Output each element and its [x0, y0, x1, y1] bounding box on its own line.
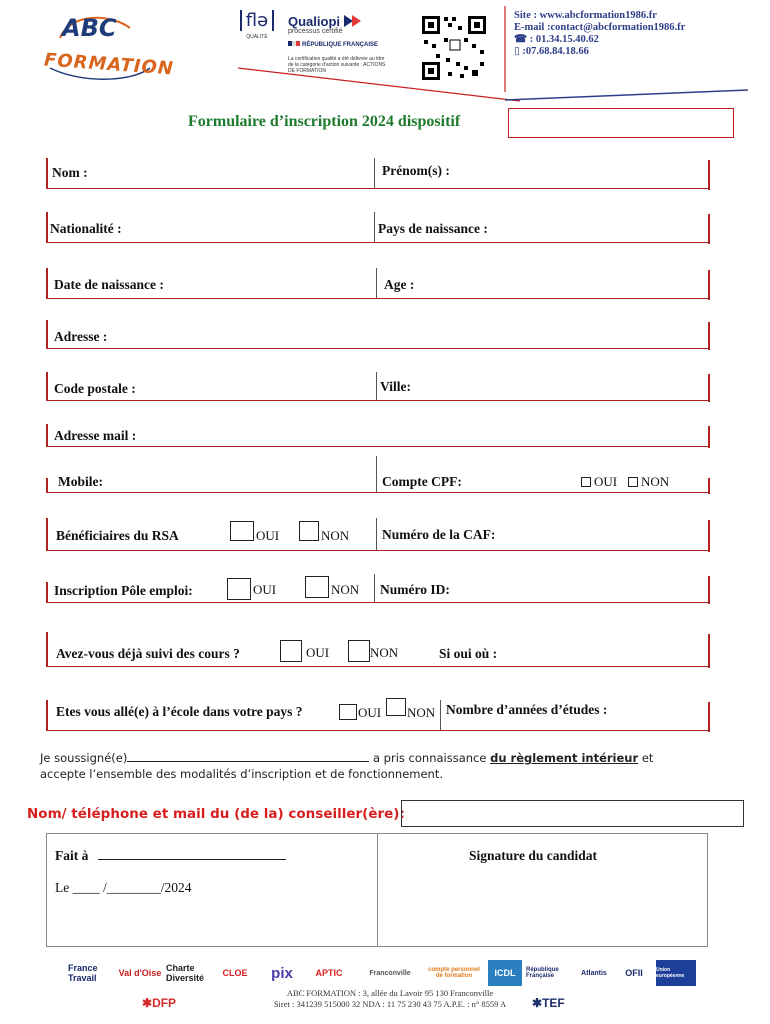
- declaration-line2: accepte l’ensemble des modalités d’inscription et de fonctionnement.: [40, 767, 443, 781]
- label-mobile: Mobile:: [58, 474, 103, 489]
- footer-logos: [60, 960, 720, 990]
- cpf-non-checkbox[interactable]: [628, 477, 638, 487]
- footer-logo-cloe: CLOE: [222, 968, 248, 978]
- footer-logo-ofii: OFII: [625, 968, 643, 978]
- row-pole-emploi: [46, 574, 708, 603]
- fait-a-label: Fait à: [55, 848, 286, 864]
- conseiller-label: Nom/ téléphone et mail du (de la) conseiller(ère):: [27, 806, 405, 822]
- asterisk-icon: ✱: [142, 996, 153, 1010]
- declaration-part2: a pris connaissance: [372, 751, 487, 765]
- ecole-oui-label: OUI: [358, 705, 382, 720]
- cours-oui-label: OUI: [306, 645, 330, 660]
- declaration-part1: Je soussigné(e): [40, 751, 128, 765]
- footer-legal: Siret : 341239 515000 32 NDA : 11 75 230 43 75 A.P.E. : n° 8559 A: [273, 999, 507, 1009]
- qualiopi-tagline: processus certifié: [288, 28, 343, 35]
- ecole-oui-checkbox[interactable]: [339, 704, 357, 720]
- cours-oui-checkbox[interactable]: [280, 640, 302, 662]
- footer-logo-france-travail: France Travail: [68, 963, 98, 983]
- declaration-name-line[interactable]: [127, 750, 369, 762]
- row-ecole: [46, 700, 708, 731]
- footer-logo-cpf: compte personnel de formation: [428, 967, 480, 979]
- rsa-oui-label: OUI: [256, 528, 280, 543]
- row-date-age: [46, 268, 708, 299]
- pole-non-label: NON: [331, 582, 360, 597]
- label-cours: Avez-vous déjà suivi des cours ?: [56, 646, 240, 661]
- footer-logo-pix: pix: [271, 964, 293, 982]
- label-compte-cpf: Compte CPF:: [382, 474, 462, 489]
- cpf-non-label: NON: [641, 474, 670, 489]
- cours-non-label: NON: [370, 645, 399, 660]
- footer-address: ABC FORMATION : 3, allée du Lavoir 95 130 Franconville: [286, 988, 494, 998]
- label-code-postal: Code postale :: [54, 381, 136, 396]
- qualiopi-name: Qualiopi: [288, 14, 388, 29]
- row-cp-ville: [46, 372, 708, 401]
- row-nationalite-pays: [46, 212, 708, 243]
- declaration-part3: du règlement intérieur: [490, 751, 639, 765]
- label-annees-etudes: Nombre d’années d’études :: [446, 702, 608, 717]
- contact-email[interactable]: E-mail :contact@abcformation1986.fr: [514, 22, 686, 33]
- fle-mark: flə: [240, 10, 274, 31]
- ecole-non-checkbox[interactable]: [386, 698, 406, 716]
- cpf-oui-checkbox[interactable]: [581, 477, 591, 487]
- label-prenom: Prénom(s) :: [382, 163, 450, 178]
- label-ecole: Etes vous allé(e) à l’école dans votre pays ?: [56, 704, 303, 719]
- footer-logo-charte: Charte Diversité: [166, 963, 205, 983]
- label-numero-id: Numéro ID:: [380, 582, 450, 597]
- qualiopi-certification: La certification qualité a été délivrée au titre de la catégorie d'action suivante : ACTIONS DE FORMATION: [288, 56, 386, 74]
- dispositif-input[interactable]: [508, 108, 734, 138]
- logo-line1: ABC: [62, 14, 117, 42]
- date-line[interactable]: Le ____ /________/2024: [55, 880, 192, 895]
- conseiller-input[interactable]: [401, 800, 744, 827]
- pole-non-checkbox[interactable]: [305, 576, 329, 598]
- signature-candidat-label: Signature du candidat: [469, 848, 598, 863]
- footer-dfp: ✱DFP: [142, 996, 177, 1010]
- label-ville: Ville:: [380, 379, 411, 394]
- footer-logo-franconville: Franconville: [369, 969, 411, 977]
- contact-block: [514, 10, 764, 94]
- pole-oui-checkbox[interactable]: [227, 578, 251, 600]
- label-rsa: Bénéficiaires du RSA: [56, 528, 179, 543]
- row-cours: [46, 632, 708, 667]
- row-mobile-cpf: [46, 456, 708, 493]
- qualiopi-republic: RÉPUBLIQUE FRANÇAISE: [288, 41, 388, 48]
- form-title: Formulaire d’inscription 2024 dispositif: [188, 113, 461, 130]
- rsa-non-label: NON: [321, 528, 350, 543]
- footer-logo-republique: République Française: [526, 967, 559, 979]
- footer-text: [230, 988, 550, 1010]
- declaration-text: [40, 750, 740, 782]
- label-email: Adresse mail :: [54, 428, 137, 443]
- label-age: Age :: [384, 277, 415, 292]
- ecole-non-label: NON: [407, 705, 436, 720]
- cpf-oui-label: OUI: [594, 474, 618, 489]
- label-pays-naissance: Pays de naissance :: [378, 221, 488, 236]
- row-rsa-caf: [46, 518, 708, 551]
- row-email: [46, 424, 708, 447]
- declaration-part4: et: [641, 751, 654, 765]
- pole-oui-label: OUI: [253, 582, 277, 597]
- footer-logo-icdl: ICDL: [488, 960, 522, 986]
- label-pole-emploi: Inscription Pôle emploi:: [54, 583, 193, 598]
- label-nom: Nom :: [52, 165, 88, 180]
- contact-mobile: ▯ :07.68.84.18.66: [514, 46, 589, 57]
- row-adresse: [46, 320, 708, 349]
- footer-logo-atlantis: Atlantis: [581, 969, 607, 977]
- label-adresse: Adresse :: [54, 329, 108, 344]
- label-caf: Numéro de la CAF:: [382, 527, 496, 542]
- footer-logo-val-oise: Val d'Oise: [118, 968, 162, 978]
- asterisk-icon: ✱: [532, 996, 543, 1010]
- logo-line2: FORMATION: [43, 49, 175, 80]
- contact-phone: ☎ : 01.34.15.40.62: [514, 34, 599, 45]
- footer-tef: ✱TEF: [532, 996, 565, 1010]
- label-date-naissance: Date de naissance :: [54, 277, 164, 292]
- rsa-oui-checkbox[interactable]: [230, 521, 254, 541]
- footer-logo-ue: Union européenne: [656, 960, 696, 986]
- contact-site[interactable]: Site : www.abcformation1986.fr: [514, 10, 657, 21]
- rsa-non-checkbox[interactable]: [299, 521, 319, 541]
- row-nom-prenom: [46, 158, 708, 189]
- signature-box: [46, 833, 708, 947]
- label-si-oui: Si oui où :: [439, 646, 498, 661]
- label-nationalite: Nationalité :: [50, 221, 122, 236]
- fait-a-line[interactable]: [98, 859, 286, 860]
- cours-non-checkbox[interactable]: [348, 640, 370, 662]
- footer-logo-aptic: APTIC: [315, 968, 343, 978]
- fle-sub: QUALITÉ: [246, 34, 268, 40]
